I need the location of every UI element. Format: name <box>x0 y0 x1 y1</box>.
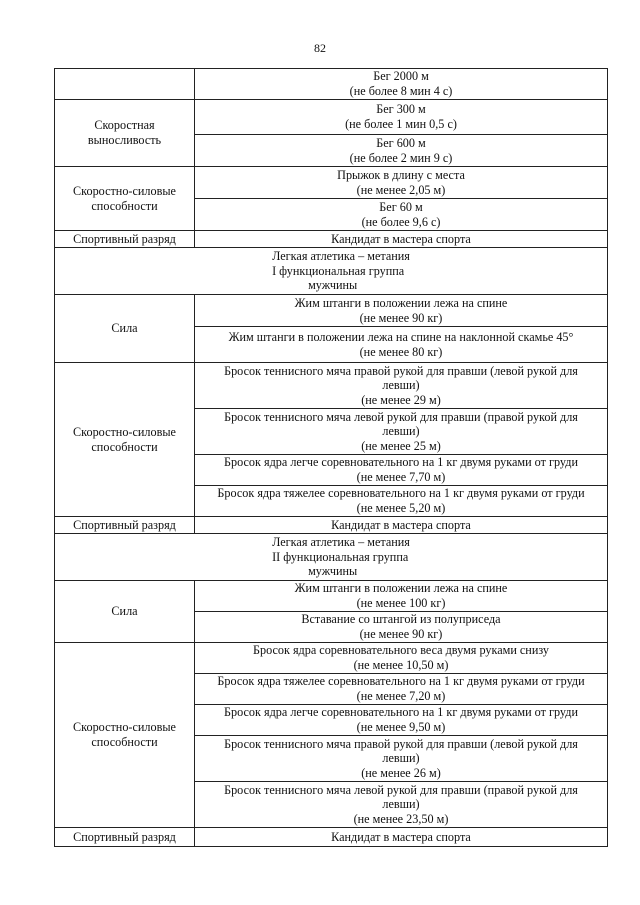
norm-cell: Бег 600 м (не более 2 мин 9 с) <box>195 135 608 167</box>
table-row <box>55 581 608 612</box>
table-row <box>55 100 608 135</box>
norm-cell: Бросок теннисного мяча правой рукой для правши (левой рукой для левши) (не менее 29 м) <box>195 363 608 409</box>
table-row <box>55 167 608 199</box>
norm-cell: Бросок теннисного мяча левой рукой для правши (правой рукой для левши) (не менее 23,50 м) <box>195 782 608 828</box>
norm-cell: Жим штанги в положении лежа на спине (не менее 90 кг) <box>195 295 608 327</box>
table-row <box>55 643 608 674</box>
norm-cell: Жим штанги в положении лежа на спине (не менее 100 кг) <box>195 581 608 612</box>
table-row <box>55 828 608 847</box>
norm-cell: Бег 2000 м (не более 8 мин 4 с) <box>195 69 608 100</box>
rank-label: Спортивный разряд <box>55 828 195 847</box>
category-cell: Скоростно-силовые способности <box>55 167 195 231</box>
rank-value: Кандидат в мастера спорта <box>195 231 608 248</box>
norm-cell: Прыжок в длину с места (не менее 2,05 м) <box>195 167 608 199</box>
table-row <box>55 231 608 248</box>
norm-cell: Бросок ядра легче соревновательного на 1 кг двумя руками от груди (не менее 9,50 м) <box>195 705 608 736</box>
rank-value: Кандидат в мастера спорта <box>195 828 608 847</box>
table-row <box>55 69 608 100</box>
norm-cell: Бросок теннисного мяча правой рукой для правши (левой рукой для левши) (не менее 26 м) <box>195 736 608 782</box>
category-cell: Сила <box>55 581 195 643</box>
norm-cell: Бросок ядра тяжелее соревновательного на 1 кг двумя руками от груди (не менее 5,20 м) <box>195 486 608 517</box>
rank-label: Спортивный разряд <box>55 517 195 534</box>
norms-table <box>54 68 608 847</box>
rank-value: Кандидат в мастера спорта <box>195 517 608 534</box>
norm-cell: Бросок теннисного мяча левой рукой для правши (правой рукой для левши) (не менее 25 м) <box>195 409 608 455</box>
norm-cell: Бросок ядра соревновательного веса двумя руками снизу (не менее 10,50 м) <box>195 643 608 674</box>
page-number: 82 <box>314 41 326 55</box>
rank-label: Спортивный разряд <box>55 231 195 248</box>
norm-cell: Вставание со штангой из полуприседа (не менее 90 кг) <box>195 612 608 643</box>
category-cell: Сила <box>55 295 195 363</box>
norm-cell: Жим штанги в положении лежа на спине на наклонной скамье 45° (не менее 80 кг) <box>195 327 608 363</box>
category-cell: Скоростно-силовые способности <box>55 643 195 828</box>
table-row <box>55 295 608 327</box>
norm-cell: Бросок ядра тяжелее соревновательного на 1 кг двумя руками от груди (не менее 7,20 м) <box>195 674 608 705</box>
section-header-row <box>55 534 608 581</box>
norm-cell: Бросок ядра легче соревновательного на 1 кг двумя руками от груди (не менее 7,70 м) <box>195 455 608 486</box>
category-cell-empty <box>55 69 195 100</box>
category-cell: Скоростно-силовые способности <box>55 363 195 517</box>
section-header-row <box>55 248 608 295</box>
norm-cell: Бег 60 м (не более 9,6 с) <box>195 199 608 231</box>
section-header: Легкая атлетика – метания I функциональная группа мужчины <box>55 248 608 295</box>
table-row <box>55 363 608 409</box>
table-row <box>55 517 608 534</box>
section-header: Легкая атлетика – метания II функциональная группа мужчины <box>55 534 608 581</box>
norm-cell: Бег 300 м (не более 1 мин 0,5 с) <box>195 100 608 135</box>
category-cell: Скоростная выносливость <box>55 100 195 167</box>
